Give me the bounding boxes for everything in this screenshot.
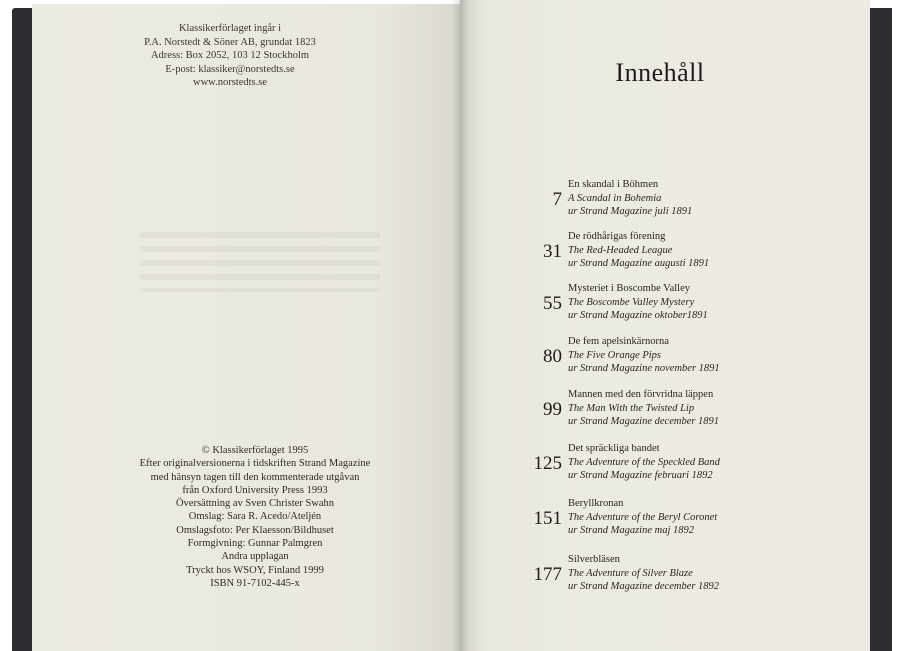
- toc-english-title: The Red-Headed League: [568, 244, 673, 256]
- show-through-text: [140, 232, 380, 292]
- colophon-line: ISBN 91-7102-445-x: [210, 577, 300, 589]
- colophon-line: Efter originalversionerna i tidskriften Strand Magazine: [139, 458, 371, 470]
- publisher-line: Klassikerförlaget ingår i: [178, 23, 282, 34]
- colophon: [130, 444, 380, 590]
- toc-entry: [520, 282, 850, 332]
- toc-page-number: 80: [543, 346, 562, 367]
- toc-swedish-title: Silverbläsen: [568, 554, 620, 565]
- toc-english-title: A Scandal in Bohemia: [568, 192, 662, 204]
- toc-source: ur Strand Magazine december 1892: [568, 581, 720, 592]
- colophon-line: Omslag: Sara R. Acedo/Ateljén: [188, 511, 322, 523]
- colophon-line: Tryckt hos WSOY, Finland 1999: [186, 564, 324, 576]
- toc-page-number: 99: [543, 399, 562, 420]
- toc-entry: [520, 230, 850, 280]
- toc-page-number: 125: [533, 453, 562, 474]
- toc-swedish-title: Mannen med den förvridna läppen: [568, 389, 714, 400]
- colophon-line: Omslagsfoto: Per Klaesson/Bildhuset: [176, 524, 334, 536]
- toc-page-number: 7: [552, 189, 562, 210]
- show-through-title: [100, 88, 400, 178]
- toc-page-number: 151: [533, 508, 562, 529]
- toc-entry: [520, 335, 850, 385]
- toc-source: ur Strand Magazine juli 1891: [568, 206, 693, 217]
- toc-english-title: The Boscombe Valley Mystery: [568, 296, 695, 308]
- toc-source: ur Strand Magazine december 1891: [568, 416, 720, 427]
- toc-english-title: The Five Orange Pips: [568, 349, 662, 361]
- book-gutter: [452, 0, 468, 651]
- toc-entry: [520, 442, 850, 492]
- publisher-line: P.A. Norstedt & Söner AB, grundat 1823: [144, 36, 316, 48]
- toc-source: ur Strand Magazine februari 1892: [568, 470, 713, 481]
- colophon-line: Formgivning: Gunnar Palmgren: [187, 538, 323, 550]
- colophon-line: Översättning av Sven Christer Swahn: [175, 498, 335, 510]
- toc-entry: [520, 497, 850, 547]
- toc-swedish-title: En skandal i Böhmen: [568, 179, 659, 190]
- toc-swedish-title: De fem apelsinkärnorna: [568, 336, 669, 347]
- toc-source: ur Strand Magazine oktober1891: [568, 310, 708, 321]
- toc-entry: [520, 178, 850, 228]
- colophon-line: från Oxford University Press 1993: [182, 484, 328, 496]
- toc-source: ur Strand Magazine augusti 1891: [568, 258, 710, 269]
- toc-title: Innehåll: [615, 58, 705, 87]
- toc-page-number: 31: [543, 241, 562, 262]
- toc-english-title: The Adventure of the Speckled Band: [568, 456, 720, 468]
- toc-page-number: 177: [533, 564, 562, 585]
- toc-english-title: The Man With the Twisted Lip: [568, 402, 695, 414]
- toc-swedish-title: De rödhårigas förening: [568, 231, 666, 242]
- toc-swedish-title: Det spräckliga bandet: [568, 443, 660, 454]
- colophon-line: med hänsyn tagen till den kommenterade utgåvan: [150, 471, 360, 483]
- toc-entry: [520, 553, 850, 603]
- publisher-line: www.norstedts.se: [193, 77, 267, 88]
- colophon-line: Andra upplagan: [221, 551, 289, 563]
- toc-english-title: The Adventure of the Beryl Coronet: [568, 511, 718, 523]
- toc-source: ur Strand Magazine november 1891: [568, 363, 720, 374]
- colophon-line: © Klassikerförlaget 1995: [201, 445, 309, 456]
- toc-english-title: The Adventure of Silver Blaze: [568, 567, 693, 579]
- publisher-line: E-post: klassiker@norstedts.se: [165, 63, 295, 75]
- toc-page-number: 55: [543, 293, 562, 314]
- publisher-line: Adress: Box 2052, 103 12 Stockholm: [150, 50, 310, 61]
- toc-swedish-title: Mysteriet i Boscombe Valley: [568, 283, 690, 294]
- toc-entry: [520, 388, 850, 438]
- toc-source: ur Strand Magazine maj 1892: [568, 525, 694, 536]
- toc-swedish-title: Beryllkronan: [568, 498, 624, 509]
- publisher-info: [130, 22, 330, 90]
